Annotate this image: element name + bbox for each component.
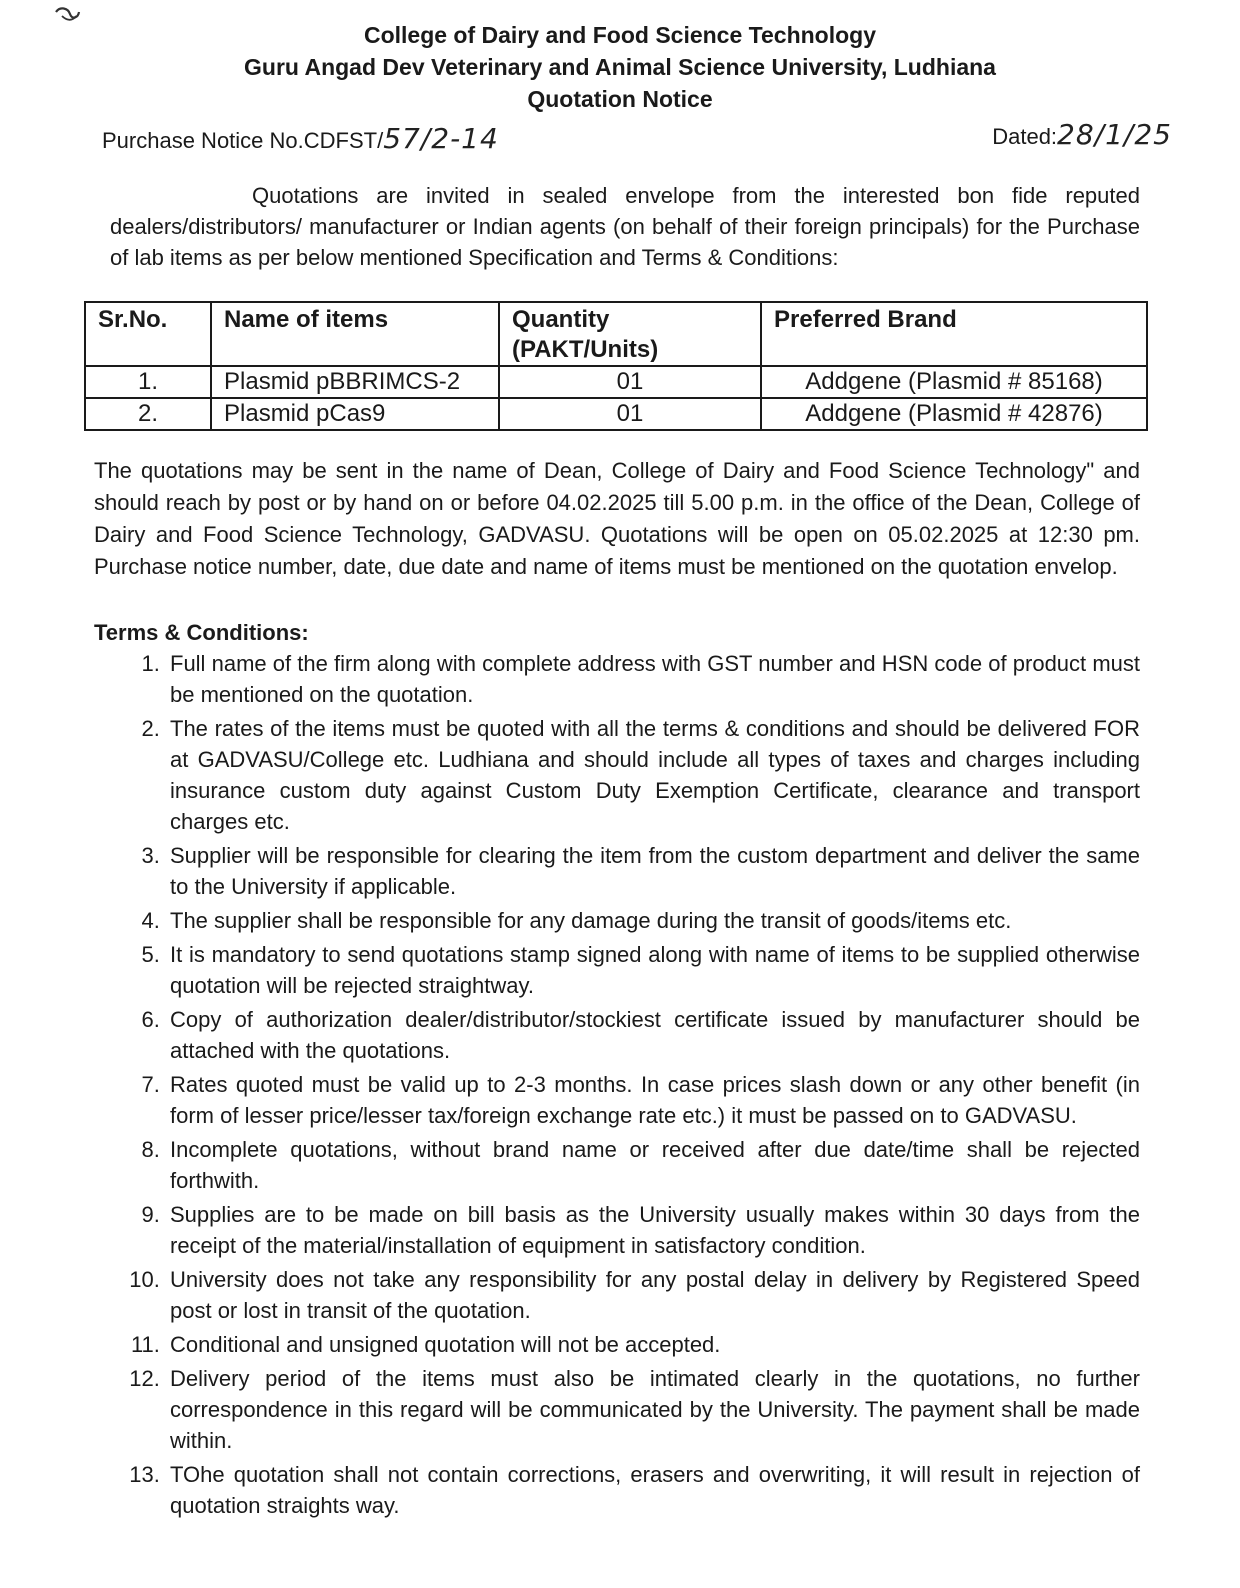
items-table [84,301,1148,431]
list-item: 3. Supplier will be responsible for clearing the item from the custom department and deliver the same to the University if applicable. [166,840,1140,902]
list-item: 11. Conditional and unsigned quotation will not be accepted. [166,1329,1140,1360]
col-header-srno: Sr.No. [85,302,211,366]
row-quantity: 01 [499,366,761,398]
notice-date [992,118,1172,151]
list-item: 8. Incomplete quotations, without brand name or received after due date/time shall be rejected forthwith. [166,1134,1140,1196]
date-label: Dated: [992,124,1058,149]
list-item: 1. Full name of the firm along with complete address with GST number and HSN code of product must be mentioned on the quotation. [166,648,1140,710]
list-item: 10. University does not take any responsibility for any postal delay in delivery by Registered Speed post or lost in transit of the quotation. [166,1264,1140,1326]
intro-text: Quotations are invited in sealed envelope from the interested bon fide reputed dealers/distributors/ manufacturer or Indian agents (on behalf of their foreign principals) for the Purchase of lab items as per below mentioned Specification and Terms & Conditions: [110,183,1140,270]
terms-heading: Terms & Conditions: [94,620,309,645]
list-item: 4. The supplier shall be responsible for any damage during the transit of goods/items etc. [166,905,1140,936]
table-row [85,366,1147,398]
notice-number-line [102,118,1182,162]
purchase-notice-number [102,122,499,155]
list-item: 13. TOhe quotation shall not contain corrections, erasers and overwriting, it will result in rejection of quotation straights way. [166,1459,1140,1521]
handwritten-date: 28/1/25 [1057,118,1172,151]
row-preferred-brand: Addgene (Plasmid # 85168) [761,366,1147,398]
list-item: 9. Supplies are to be made on bill basis as the University usually makes within 30 days from the receipt of the material/installation of equipment in satisfactory condition. [166,1199,1140,1261]
intro-paragraph [110,180,1140,273]
row-item-name: Plasmid pBBRIMCS-2 [211,366,499,398]
purchase-notice-handwritten-number: 57/2-14 [383,122,499,155]
purchase-notice-label: Purchase Notice No.CDFST/ [102,128,384,153]
table-row [85,398,1147,430]
row-quantity: 01 [499,398,761,430]
row-preferred-brand: Addgene (Plasmid # 42876) [761,398,1147,430]
university-name: Guru Angad Dev Veterinary and Animal Science University, Ludhiana [244,54,996,80]
items-table-header-row [85,302,1147,366]
submission-paragraph: The quotations may be sent in the name of Dean, College of Dairy and Food Science Technology" and should reach by post or by hand on or before 04.02.2025 till 5.00 p.m. in the office of the Dean, College of Dairy and Food Science Technology, GADVASU. Quotations will be open on 05.02.2025 at 12:30 pm. Purchase notice number, date, due date and name of items must be mentioned on the quotation envelop. [94,458,1140,579]
list-item: 2. The rates of the items must be quoted with all the terms & conditions and should be delivered FOR at GADVASU/College etc. Ludhiana and should include all types of taxes and charges including insurance custom duty against Custom Duty Exemption Certificate, clearance and transport charges etc. [166,713,1140,837]
list-item: 12. Delivery period of the items must also be intimated clearly in the quotations, no further correspondence in this regard will be communicated by the University. The payment shall be made within. [166,1363,1140,1456]
col-header-item-name: Name of items [211,302,499,366]
terms-list [94,648,1140,1524]
col-header-quantity: Quantity (PAKT/Units) [499,302,761,366]
row-item-name: Plasmid pCas9 [211,398,499,430]
col-header-preferred-brand: Preferred Brand [761,302,1147,366]
list-item: 6. Copy of authorization dealer/distributor/stockiest certificate issued by manufacturer should be attached with the quotations. [166,1004,1140,1066]
document-title: Quotation Notice [527,86,713,112]
list-item: 7. Rates quoted must be valid up to 2-3 months. In case prices slash down or any other benefit (in form of lesser price/lesser tax/foreign exchange rate etc.) it must be passed on to GADVASU. [166,1069,1140,1131]
list-item: 5. It is mandatory to send quotations stamp signed along with name of items to be supplied otherwise quotation will be rejected straightway. [166,939,1140,1001]
row-srno: 2. [85,398,211,430]
college-name: College of Dairy and Food Science Technology [363,22,877,48]
row-srno: 1. [85,366,211,398]
